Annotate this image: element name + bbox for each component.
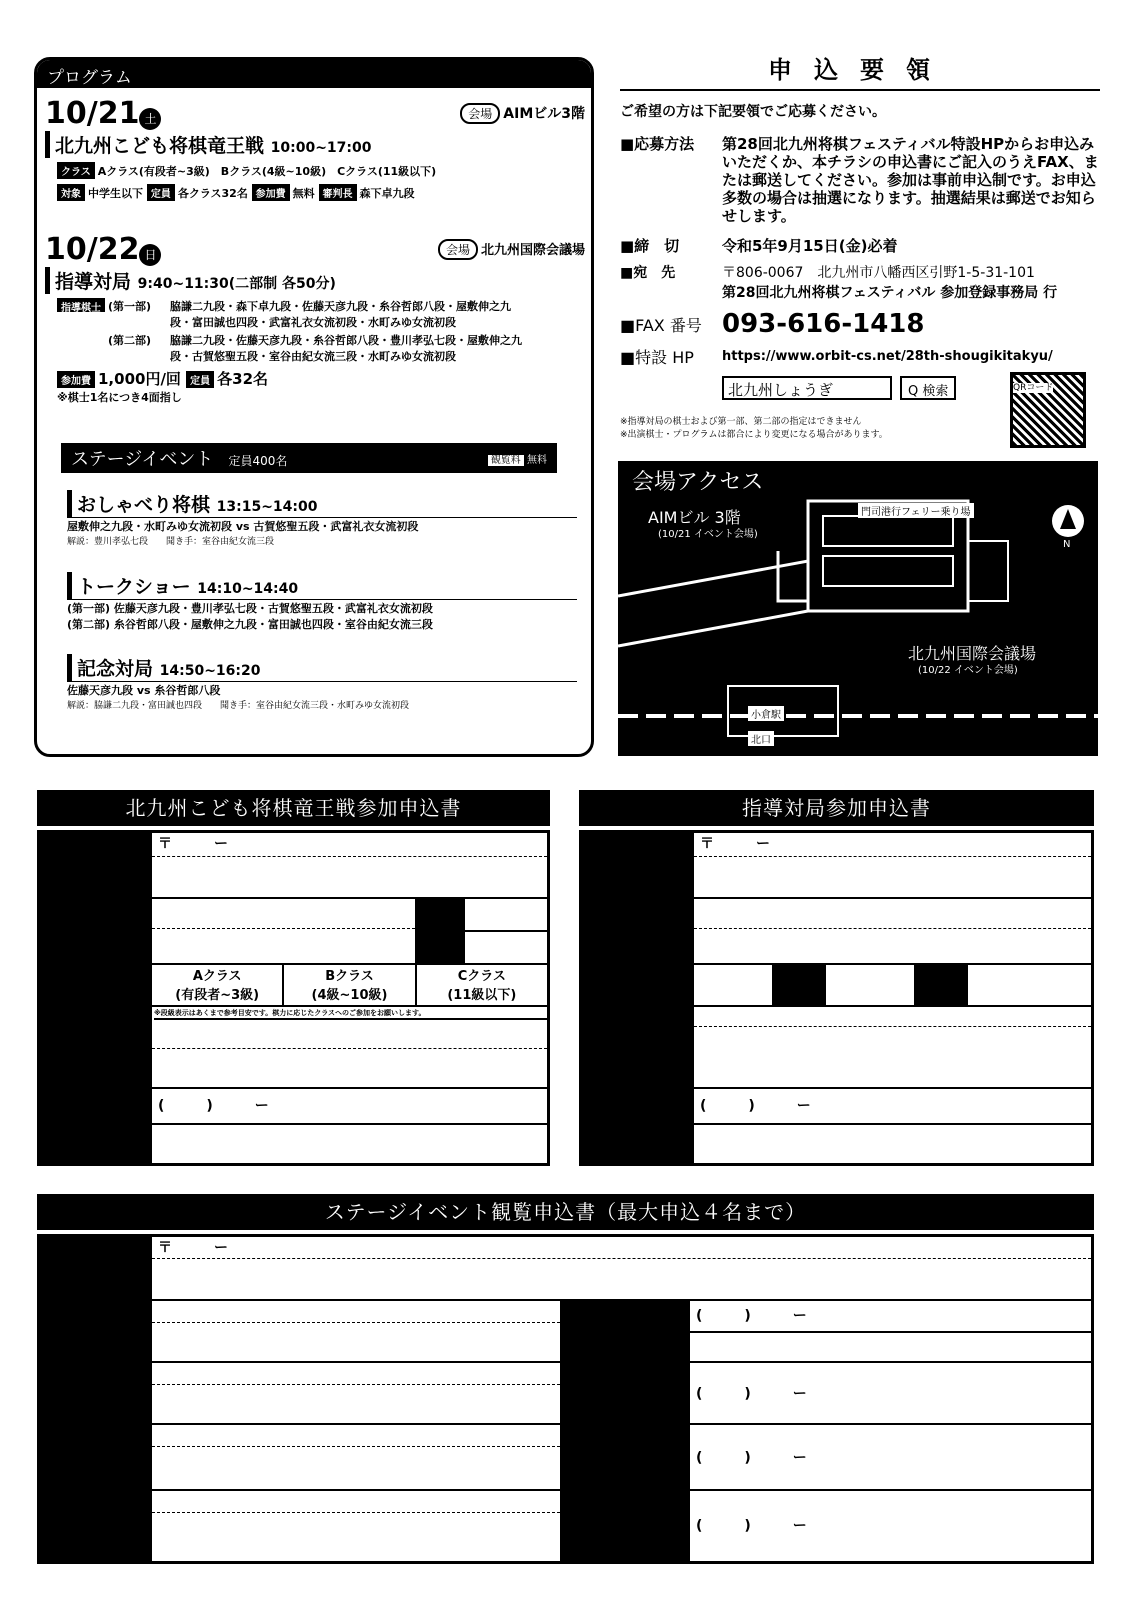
note1: ※指導対局の棋士および第一部、第二部の指定はできません: [620, 417, 862, 427]
stage-form-title: ステージイベント観覧申込書（最大申込４名まで）: [37, 1194, 1094, 1230]
shido-age-label: [772, 965, 826, 1007]
day2-note: ※棋士1名につき4面指し: [57, 391, 182, 404]
map-title: 会場アクセス: [632, 470, 764, 495]
day1-date: 10/21: [45, 96, 140, 131]
day1-venue-label: 会場: [460, 103, 500, 124]
admission-tag: 観覧料: [488, 455, 524, 466]
apply-intro: ご希望の方は下記要領でご応募ください。: [620, 104, 886, 120]
deadline-label: ■締 切: [620, 237, 680, 255]
stage-title: ステージイベント: [71, 449, 214, 470]
shido-address-field[interactable]: [694, 857, 1091, 899]
kids-furigana-field[interactable]: [152, 899, 415, 929]
eligibility-tag: 対象: [57, 184, 85, 201]
day2-capacity: 各32名: [217, 370, 269, 388]
day1-classes: Aクラス(有段者~3級) Bクラス(4級~10級) Cクラス(11級以下): [97, 165, 437, 178]
kids-address-field[interactable]: [152, 857, 547, 899]
day2-venue: 北九州国際会議場: [480, 243, 585, 258]
stage-name-3[interactable]: [152, 1447, 560, 1491]
stage-phone-label-column: [560, 1301, 690, 1561]
aim-sublabel: (10/21 イベント会場): [658, 529, 758, 540]
judge-tag: 審判長: [319, 184, 357, 201]
search-button[interactable]: Q 検索: [900, 376, 956, 400]
stage-name-4[interactable]: [152, 1513, 560, 1561]
stage-phone-3[interactable]: ( ) ー: [690, 1425, 1091, 1491]
class-note: ※段級表示はあくまで参考目安です。棋力に応じたクラスへのご参加をお願いします。: [154, 1008, 547, 1020]
stage-furigana-1[interactable]: [152, 1301, 560, 1323]
stage-postal-field[interactable]: 〒 ー: [152, 1237, 1091, 1259]
kids-email-field[interactable]: [152, 1125, 547, 1163]
stage-furigana-2[interactable]: [152, 1363, 560, 1385]
access-map: [618, 461, 1098, 756]
classes-tag: クラス: [57, 162, 95, 179]
kids-guardian-furigana[interactable]: [152, 1023, 547, 1049]
fax-number: 093-616-1418: [722, 309, 925, 339]
stage-furigana-4[interactable]: [152, 1491, 560, 1513]
day1-eligibility: 中学生以下: [88, 187, 143, 200]
part2-list: 脇謙二九段・佐藤天彦九段・糸谷哲郎八段・豊川孝弘七段・屋敷伸之九段・古賀悠聖五段・室谷由紀女流三段・水町みゆ女流初段: [170, 334, 522, 363]
day1-title: 北九州こども将棋竜王戦 10:00~17:00: [45, 131, 585, 158]
shido-label-column: [582, 833, 694, 1163]
hp-label: ■特設 HP: [620, 348, 694, 367]
shido-phone-field[interactable]: ( ) ー: [694, 1089, 1091, 1125]
kids-form: [37, 790, 550, 1166]
address-line2: 第28回北九州将棋フェスティバル 参加登録事務局 行: [722, 285, 1058, 301]
stage-form: [37, 1194, 1094, 1564]
hp-url[interactable]: https://www.orbit-cs.net/28th-shougikitakyu/: [722, 349, 1053, 364]
day2-weekday: 日: [139, 244, 161, 266]
fax-label: ■FAX 番号: [620, 315, 702, 335]
deadline-value: 令和5年9月15日(金)必着: [722, 237, 898, 255]
method-text: 第28回北九州将棋フェスティバル特設HPからお申込みいただくか、本チラシの申込書にご記入のうえFAX、または郵送してください。参加は事前申込制です。お申込多数の場合は抽選になります。抽選結果は郵送でお知らせします。: [722, 135, 1099, 225]
stage-phone-4[interactable]: ( ) ー: [696, 1518, 807, 1534]
kids-age-field[interactable]: [465, 899, 547, 932]
stage-label-column: [40, 1237, 152, 1561]
shido-part-label: [914, 965, 968, 1007]
day2-section: [45, 232, 585, 405]
intl-sublabel: (10/22 イベント会場): [918, 665, 1018, 676]
exit-label: 北口: [748, 731, 774, 746]
kids-postal-field[interactable]: 〒 ー: [152, 833, 547, 857]
stage-name-2[interactable]: [152, 1385, 560, 1425]
class-a-checkbox[interactable]: Aクラス (有段者~3級): [152, 965, 284, 1005]
ferry-label: 門司港行フェリー乗り場: [858, 503, 974, 518]
fee-tag: 参加費: [252, 184, 290, 201]
program-panel: [34, 57, 594, 757]
apply-title: 申込要領: [768, 56, 952, 84]
shido-name-field[interactable]: [694, 929, 1091, 965]
kids-name-field[interactable]: [152, 929, 415, 965]
stage-address-field[interactable]: [152, 1259, 1091, 1301]
search-input[interactable]: 北九州しょうぎ: [722, 376, 892, 400]
kids-label-column: [40, 833, 152, 1163]
station-label: 小倉駅: [748, 706, 784, 721]
day2-fee: 1,000円/回: [98, 370, 181, 388]
shido-form-title: 指導対局参加申込書: [579, 790, 1094, 826]
shido-postal-field[interactable]: 〒 ー: [694, 833, 1091, 857]
part1-list: 脇謙二九段・森下卓九段・佐藤天彦九段・糸谷哲郎八段・屋敷伸之九段・富田誠也四段・武富礼衣女流初段・水町みゆ女流初段: [170, 300, 511, 329]
day1-judge: 森下卓九段: [359, 187, 415, 200]
stage-name-1[interactable]: [152, 1323, 560, 1363]
day2-fee-tag: 参加費: [57, 371, 95, 388]
north-icon: N: [1063, 539, 1071, 550]
shido-guardian-furigana[interactable]: [694, 1007, 1091, 1027]
day2-title: 指導対局 9:40~11:30(二部制 各50分): [45, 267, 585, 294]
shido-form: [579, 790, 1094, 1166]
day1-venue: AIMビル3階: [503, 106, 585, 122]
aim-label: AIMビル 3階: [648, 508, 741, 527]
kids-age-label: [415, 899, 465, 965]
part2-label: (第二部): [108, 334, 152, 347]
kids-phone-field[interactable]: ( ) ー: [152, 1089, 547, 1125]
day1-weekday: 土: [139, 108, 161, 130]
class-c-checkbox[interactable]: Cクラス (11級以下): [447, 969, 517, 1003]
event-item: トークショー 14:10~14:40 (第一部) 佐藤天彦九段・豊川孝弘七段・古賀悠聖五段・武富礼衣女流初段 (第二部) 糸谷哲郎八段・屋敷伸之九段・富田誠也四段・室谷由紀女流三段: [67, 572, 577, 654]
shido-guardian-name[interactable]: [694, 1027, 1091, 1089]
event-item: 記念対局 14:50~16:20 佐藤天彦九段 vs 糸谷哲郎八段 解説：脇謙二九段・富田誠也四段 聞き手：室谷由紀女流三段・水町みゆ女流初段: [67, 654, 577, 736]
stage-email-1[interactable]: [690, 1333, 1091, 1363]
address-line1: 〒806-0067 北九州市八幡西区引野1-5-31-101: [722, 265, 1035, 281]
part1-label: (第一部): [108, 300, 152, 313]
class-b-checkbox[interactable]: Bクラス (4級~10級): [284, 965, 416, 1005]
address-label: ■宛 先: [620, 265, 676, 281]
stage-bar: [61, 443, 557, 473]
day2-date: 10/22: [45, 232, 140, 267]
shido-furigana-field[interactable]: [694, 899, 1091, 929]
program-header: プログラム: [37, 60, 591, 88]
stage-phone-1[interactable]: ( ) ー: [690, 1301, 1091, 1333]
intl-label: 北九州国際会議場: [908, 644, 1037, 663]
note2: ※出演棋士・プログラムは都合により変更になる場合があります。: [620, 430, 888, 440]
stage-capacity: 定員400名: [228, 454, 288, 468]
day1-section: [45, 96, 585, 201]
stage-furigana-3[interactable]: [152, 1425, 560, 1447]
method-label: ■応募方法: [620, 135, 695, 153]
day1-capacity: 各クラス32名: [177, 187, 248, 200]
capacity-tag: 定員: [147, 184, 175, 201]
day2-capacity-tag: 定員: [186, 371, 214, 388]
shido-email-field[interactable]: [694, 1125, 1091, 1163]
kids-form-title: 北九州こども将棋竜王戦参加申込書: [37, 790, 550, 826]
day1-fee: 無料: [292, 187, 315, 200]
shido-part-row: [694, 965, 1091, 1007]
event-item: おしゃべり将棋 13:15~14:00 屋敷伸之九段・水町みゆ女流初段 vs 古賀悠聖五段・武富礼衣女流初段 解説：豊川孝弘七段 聞き手：室谷由紀女流三段: [67, 490, 577, 572]
qr-code[interactable]: QRコード: [1010, 372, 1086, 448]
kids-grade-field[interactable]: [465, 932, 547, 965]
instructors-tag: 指導棋士: [57, 298, 105, 312]
admission-value: 無料: [527, 454, 547, 466]
day2-venue-label: 会場: [438, 239, 478, 260]
stage-phone-2[interactable]: ( ) ー: [690, 1363, 1091, 1425]
stage-events: [67, 490, 577, 736]
kids-guardian-name[interactable]: [152, 1049, 547, 1089]
